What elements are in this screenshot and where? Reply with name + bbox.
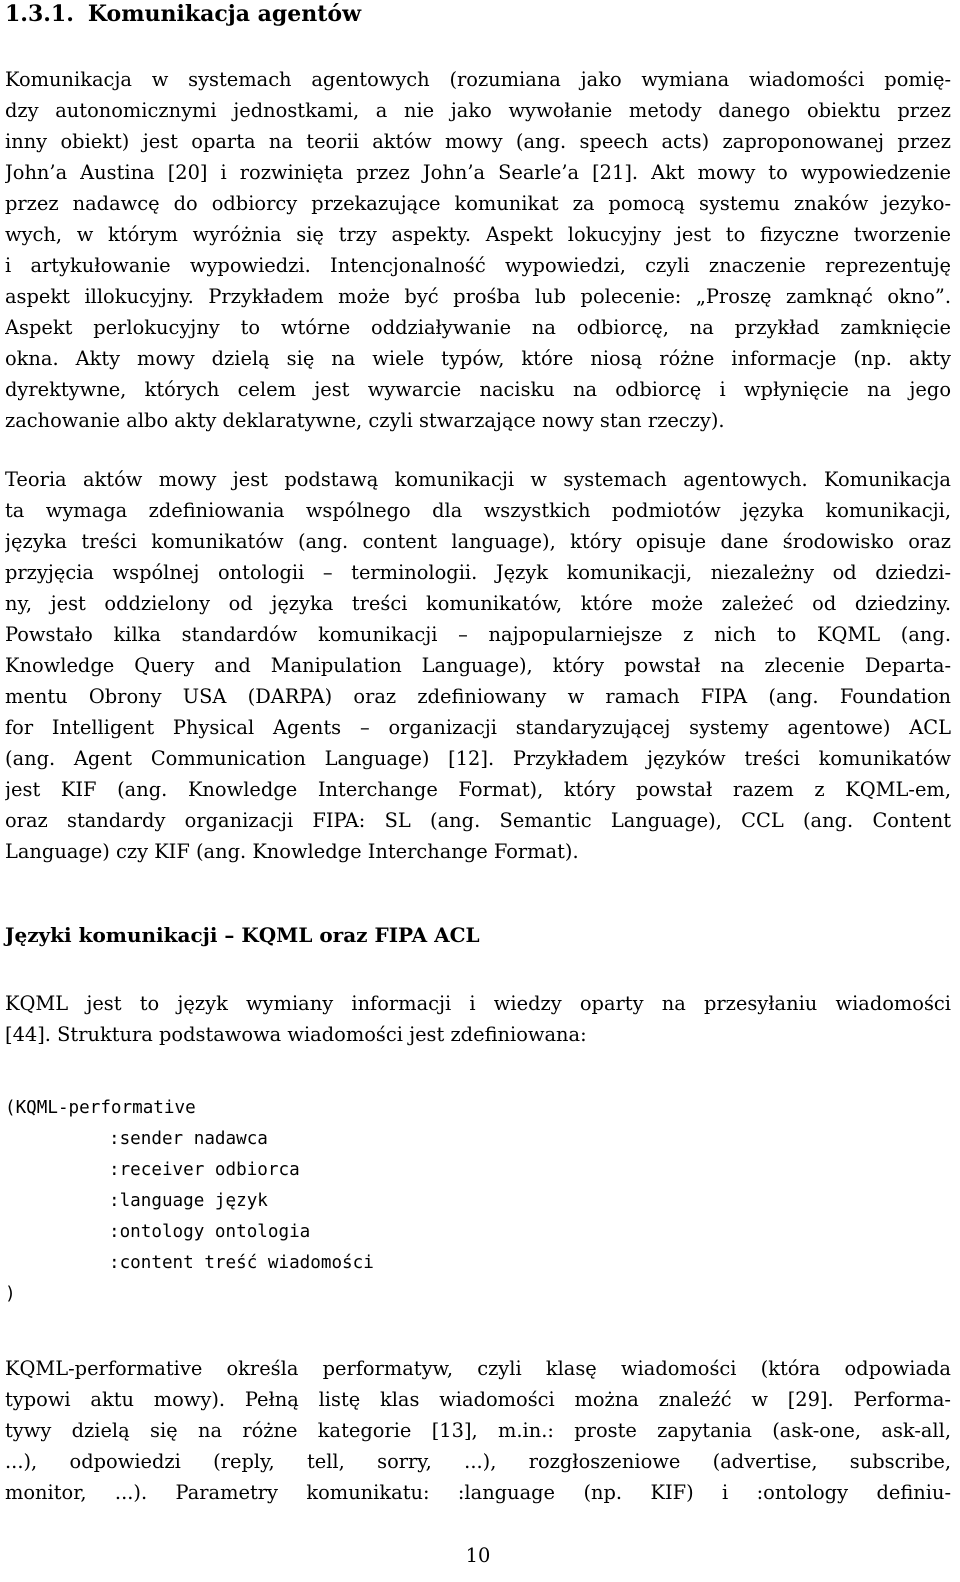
- text-line: okna. Akty mowy dzielą się na wiele typów, które niosą różne informacje (np. akty: [5, 347, 951, 370]
- code-line-receiver: :receiver odbiorca: [109, 1160, 300, 1180]
- text-line: Knowledge Query and Manipulation Language), który powstał na zlecenie Departa-: [5, 654, 951, 677]
- text-line: Language) czy KIF (ang. Knowledge Interchange Format).: [5, 840, 579, 863]
- paragraph-speech-acts: [5, 64, 951, 436]
- paragraph-performatives: [5, 1353, 951, 1508]
- page-number: 10: [465, 1544, 491, 1567]
- code-line-open: (KQML-performative: [5, 1098, 196, 1118]
- code-line-sender: :sender nadawca: [109, 1129, 268, 1149]
- text-line: Komunikacja w systemach agentowych (rozumiana jako wymiana wiadomości pomię-: [5, 68, 951, 91]
- text-line: mentu Obrony USA (DARPA) oraz zdefiniowany w ramach FIPA (ang. Foundation: [5, 685, 951, 708]
- text-line: Aspekt perlokucyjny to wtórne oddziaływanie na odbiorcę, na przykład zamknięcie: [5, 316, 951, 339]
- text-line: inny obiekt) jest oparta na teorii aktów mowy (ang. speech acts) zaproponowanej przez: [5, 130, 951, 153]
- kqml-message-code-block: [5, 1093, 374, 1310]
- text-line: języka treści komunikatów (ang. content language), który opisuje dane środowisko oraz: [5, 530, 951, 553]
- text-line: przyjęcia wspólnej ontologii – terminologii. Język komunikacji, niezależny od dziedzi-: [5, 561, 951, 584]
- text-line: przez nadawcę do odbiorcy przekazujące komunikat za pomocą systemu znaków jezyko-: [5, 192, 951, 215]
- text-line: i artykułowanie wypowiedzi. Intencjonalność wypowiedzi, czyli znaczenie reprezentuję: [5, 254, 951, 277]
- text-line: dzy autonomicznymi jednostkami, a nie jako wywołanie metody danego obiektu przez: [5, 99, 951, 122]
- section-title: Komunikacja agentów: [87, 1, 362, 27]
- text-line: KQML jest to język wymiany informacji i wiedzy oparty na przesyłaniu wiadomości: [5, 992, 951, 1015]
- code-line-language: :language język: [109, 1191, 268, 1211]
- subsection-heading: Języki komunikacji – KQML oraz FIPA ACL: [5, 923, 480, 947]
- text-line: ta wymaga zdefiniowania wspólnego dla wszystkich podmiotów języka komunikacji,: [5, 499, 951, 522]
- text-line: oraz standardy organizacji FIPA: SL (ang. Semantic Language), CCL (ang. Content: [5, 809, 951, 832]
- text-line: wych, w którym wyróżnia się trzy aspekty. Aspekt lokucyjny jest to fizyczne tworzenie: [5, 223, 951, 246]
- text-line: John’a Austina [20] i rozwinięta przez John’a Searle’a [21]. Akt mowy to wypowiedzenie: [5, 161, 951, 184]
- text-line: Powstało kilka standardów komunikacji – najpopularniejsze z nich to KQML (ang.: [5, 623, 951, 646]
- text-line: aspekt illokucyjny. Przykładem może być prośba lub polecenie: „Proszę zamknąć okno”.: [5, 285, 951, 308]
- paragraph-kqml-intro: [5, 988, 951, 1050]
- text-line: (ang. Agent Communication Language) [12]. Przykładem języków treści komunikatów: [5, 747, 951, 770]
- text-line: jest KIF (ang. Knowledge Interchange Format), który powstał razem z KQML-em,: [5, 778, 951, 801]
- code-line-content: :content treść wiadomości: [109, 1253, 374, 1273]
- text-line: [44]. Struktura podstawowa wiadomości jest zdefiniowana:: [5, 1023, 587, 1046]
- text-line: monitor, ...). Parametry komunikatu: :language (np. KIF) i :ontology definiu-: [5, 1481, 951, 1504]
- text-line: tywy dzielą się na różne kategorie [13], m.in.: proste zapytania (ask-one, ask-all,: [5, 1419, 951, 1442]
- text-line: KQML-performative określa performatyw, czyli klasę wiadomości (która odpowiada: [5, 1357, 951, 1380]
- section-number: 1.3.1.: [5, 1, 74, 27]
- text-line: for Intelligent Physical Agents – organizacji standaryzującej systemy agentowe) ACL: [5, 716, 951, 739]
- text-line: ny, jest oddzielony od języka treści komunikatów, które może zależeć od dziedziny.: [5, 592, 951, 615]
- section-heading: [5, 0, 361, 30]
- text-line: zachowanie albo akty deklaratywne, czyli stwarzające nowy stan rzeczy).: [5, 409, 725, 432]
- code-line-ontology: :ontology ontologia: [109, 1222, 311, 1242]
- text-line: ...), odpowiedzi (reply, tell, sorry, ...), rozgłoszeniowe (advertise, subscribe,: [5, 1450, 951, 1473]
- text-line: Teoria aktów mowy jest podstawą komunikacji w systemach agentowych. Komunikacja: [5, 468, 951, 491]
- text-line: typowi aktu mowy). Pełną listę klas wiadomości można znaleźć w [29]. Performa-: [5, 1388, 951, 1411]
- text-line: dyrektywne, których celem jest wywarcie nacisku na odbiorcę i wpłynięcie na jego: [5, 378, 951, 401]
- paragraph-communication-standards: [5, 464, 951, 867]
- code-line-close: ): [5, 1284, 16, 1304]
